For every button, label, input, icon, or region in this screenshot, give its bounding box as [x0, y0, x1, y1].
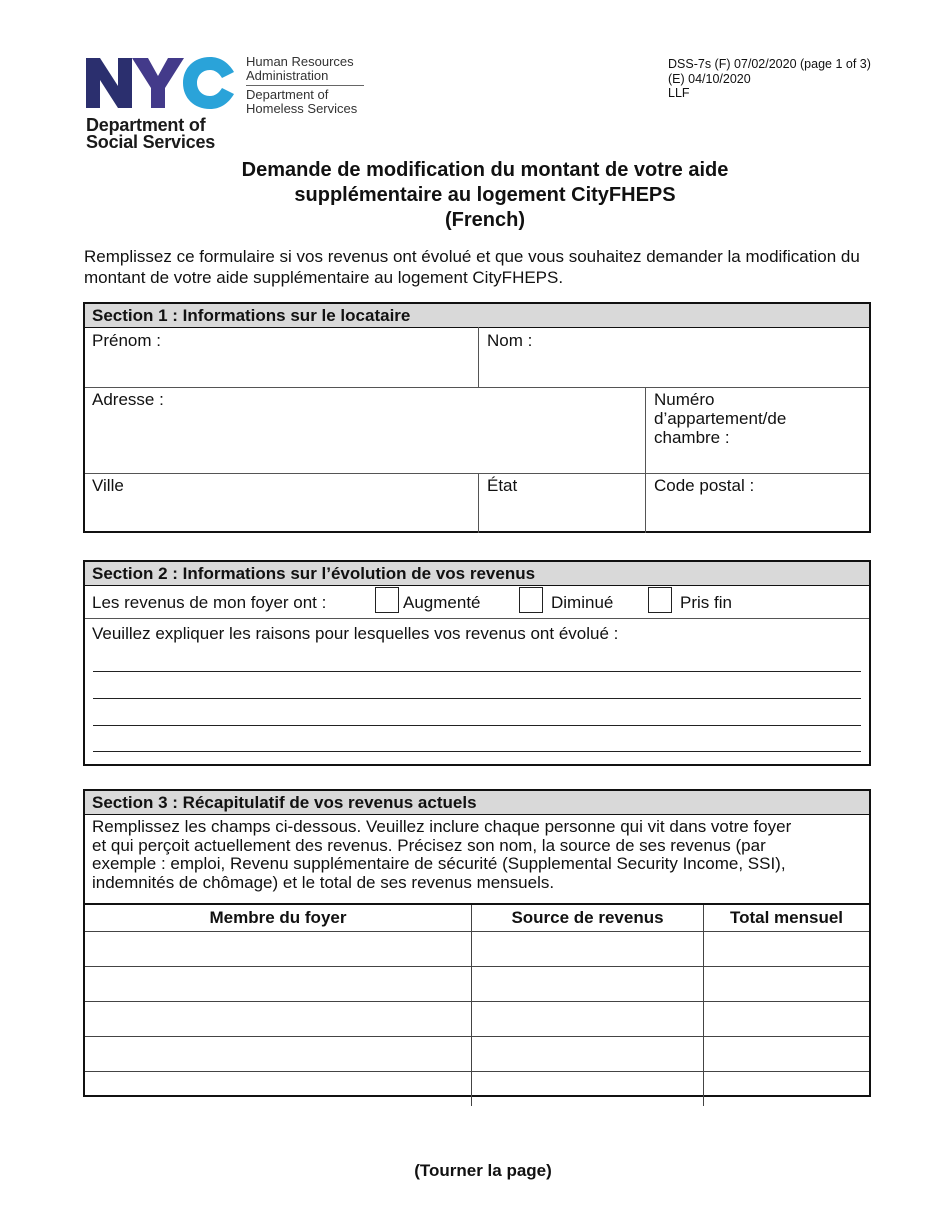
zip-code-label: Code postal : — [654, 476, 755, 495]
total-cell[interactable] — [704, 932, 870, 967]
section-2-income-change — [83, 560, 871, 766]
source-cell[interactable] — [472, 1072, 704, 1107]
section-1-heading: Section 1 : Informations sur le locataire — [85, 304, 869, 328]
section-3-income-summary — [83, 789, 871, 1097]
department-line-1: Department of — [86, 115, 206, 135]
instructions-line: exemple : emploi, Revenu supplémentaire de sécurité (Supplemental Security Income, SSI), — [92, 854, 786, 873]
section-3-heading: Section 3 : Récapitulatif de vos revenus actuels — [85, 791, 869, 815]
form-code-line: (E) 04/10/2020 — [668, 71, 751, 86]
apartment-label-line: d’appartement/de — [654, 409, 787, 428]
first-name-label: Prénom : — [92, 331, 161, 350]
address-field[interactable] — [92, 390, 640, 468]
explanation-line-3[interactable] — [93, 725, 861, 726]
source-cell[interactable] — [472, 967, 704, 1002]
instructions-line: et qui perçoit actuellement des revenus. Précisez son nom, la source de ses revenus (par — [92, 835, 766, 855]
apartment-label-line: chambre : — [654, 428, 730, 447]
table-header-row — [85, 904, 869, 932]
last-name-field[interactable] — [487, 331, 863, 383]
table-row — [85, 932, 869, 967]
column-header-total: Total mensuel — [704, 904, 870, 932]
member-cell[interactable] — [85, 1037, 472, 1072]
ended-label: Pris fin — [680, 593, 732, 612]
income-table — [85, 903, 869, 1106]
income-change-prompt: Les revenus de mon foyer ont : — [92, 593, 327, 612]
agency-line-4: Homeless Services — [246, 101, 358, 116]
increased-checkbox[interactable] — [375, 587, 399, 613]
city-label: Ville — [92, 476, 124, 495]
table-row — [85, 1002, 869, 1037]
total-cell[interactable] — [704, 1002, 870, 1037]
instructions-line: indemnités de chômage) et le total de ses revenus mensuels. — [92, 872, 555, 892]
form-code — [668, 57, 871, 101]
table-row — [85, 1072, 869, 1107]
first-name-field[interactable] — [92, 331, 472, 383]
intro-text: Remplissez ce formulaire si vos revenus ont évolué et que vous souhaitez demander la modification du montant de votre aide supplémentaire au logement CityFHEPS. — [84, 247, 860, 287]
table-row — [85, 967, 869, 1002]
apartment-label-line: Numéro — [654, 390, 715, 409]
form-code-line: DSS-7s (F) 07/02/2020 (page 1 of 3) — [668, 57, 871, 71]
column-header-member: Membre du foyer — [85, 904, 472, 932]
nyc-logo-icon — [86, 56, 236, 110]
section-2-heading: Section 2 : Informations sur l’évolution de vos revenus — [85, 562, 869, 586]
total-cell[interactable] — [704, 967, 870, 1002]
section-3-instructions — [92, 818, 867, 892]
page-title — [0, 158, 950, 233]
member-cell[interactable] — [85, 1002, 472, 1037]
ended-checkbox[interactable] — [648, 587, 672, 613]
explanation-line-2[interactable] — [93, 698, 861, 699]
table-row — [85, 1037, 869, 1072]
section-1-tenant-info — [83, 302, 871, 533]
title-line: (French) — [445, 209, 525, 231]
decreased-checkbox[interactable] — [519, 587, 543, 613]
agency-line-3: Department of — [246, 87, 329, 102]
agency-line-2: Administration — [246, 68, 329, 83]
address-label: Adresse : — [92, 390, 164, 409]
explain-prompt: Veuillez expliquer les raisons pour lesquelles vos revenus ont évolué : — [92, 624, 619, 643]
source-cell[interactable] — [472, 1002, 704, 1037]
member-cell[interactable] — [85, 932, 472, 967]
instructions-line: Remplissez les champs ci-dessous. Veuillez inclure chaque personne qui vit dans votre foyer — [92, 817, 792, 836]
turn-page-note: (Tourner la page) — [414, 1161, 552, 1180]
apartment-number-field[interactable] — [654, 390, 864, 468]
source-cell[interactable] — [472, 932, 704, 967]
total-cell[interactable] — [704, 1037, 870, 1072]
form-code-line: LLF — [668, 86, 690, 100]
col-divider — [478, 473, 479, 533]
decreased-label: Diminué — [551, 593, 614, 612]
increased-label: Augmenté — [403, 593, 481, 612]
row-divider — [85, 618, 869, 619]
explanation-line-1[interactable] — [93, 671, 861, 672]
total-cell[interactable] — [704, 1072, 870, 1107]
state-field[interactable] — [487, 476, 637, 528]
city-field[interactable] — [92, 476, 472, 528]
member-cell[interactable] — [85, 1072, 472, 1107]
col-divider — [478, 327, 479, 387]
nyc-dss-logo — [86, 54, 376, 154]
row-divider — [85, 387, 869, 388]
last-name-label: Nom : — [487, 331, 533, 350]
source-cell[interactable] — [472, 1037, 704, 1072]
state-label: État — [487, 476, 518, 495]
col-divider — [645, 387, 646, 533]
title-line: Demande de modification du montant de votre aide — [241, 159, 729, 181]
zip-code-field[interactable] — [654, 476, 864, 528]
member-cell[interactable] — [85, 967, 472, 1002]
title-line: supplémentaire au logement CityFHEPS — [294, 184, 676, 206]
logo-divider — [246, 85, 364, 86]
explanation-line-4[interactable] — [93, 751, 861, 752]
row-divider — [85, 473, 869, 474]
department-line-2: Social Services — [86, 132, 216, 152]
agency-line-1: Human Resources — [246, 54, 354, 69]
column-header-source: Source de revenus — [472, 904, 704, 932]
